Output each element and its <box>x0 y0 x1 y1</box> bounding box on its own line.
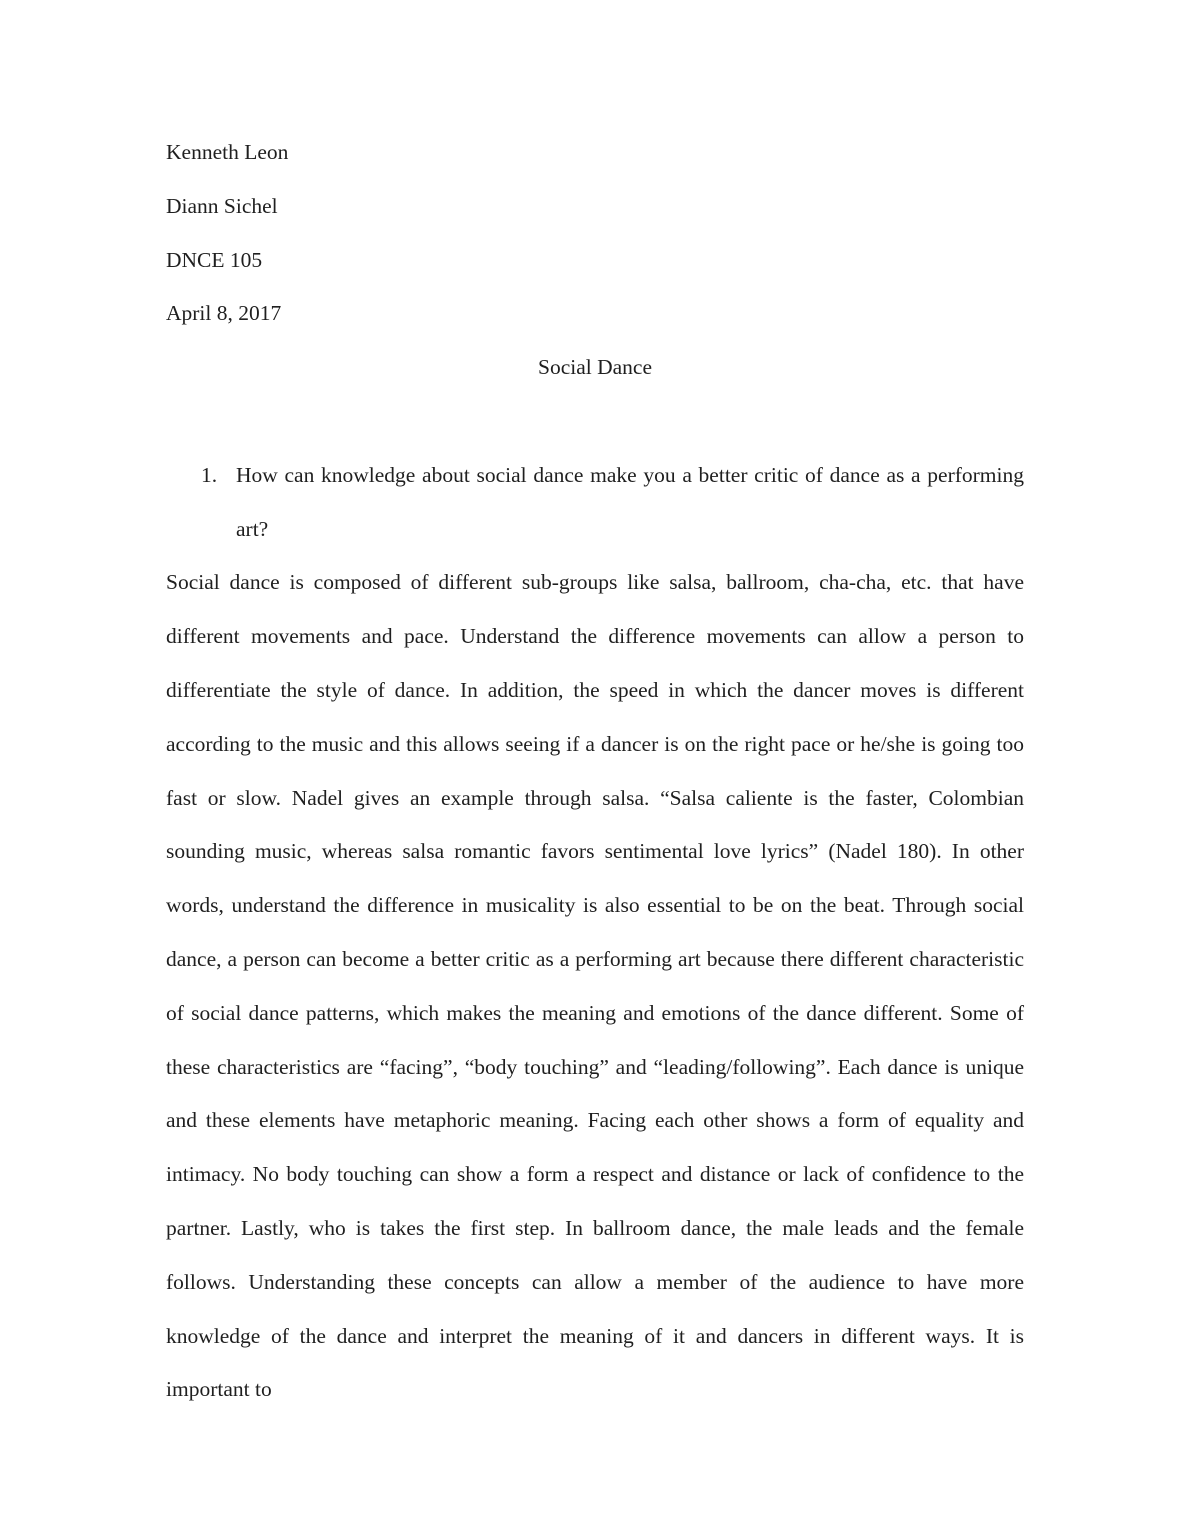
question-text: How can knowledge about social dance make you a better critic of dance as a performing art? <box>236 462 1024 541</box>
question-number: 1. <box>201 462 218 487</box>
question-item <box>166 449 1024 557</box>
answer-paragraph: Social dance is composed of different sub-groups like salsa, ballroom, cha-cha, etc. that have different movements and pace. Understand the difference movements can allow a person to differentiate the style of dance. In addition, the speed in which the dancer moves is different according to the music and this allows seeing if a dancer is on the right pace or he/she is going too fast or slow. Nadel gives an example through salsa. “Salsa caliente is the faster, Colombian sounding music, whereas salsa romantic favors sentimental love lyrics” (Nadel 180). In other words, understand the difference in musicality is also essential to be on the beat. Through social dance, a person can become a better critic as a performing art because there different characteristic of social dance patterns, which makes the meaning and emotions of the dance different. Some of these characteristics are “facing”, “body touching” and “leading/following”. Each dance is unique and these elements have metaphoric meaning. Facing each other shows a form of equality and intimacy. No body touching can show a form a respect and distance or lack of confidence to the partner. Lastly, who is takes the first step. In ballroom dance, the male leads and the female follows. Understanding these concepts can allow a member of the audience to have more knowledge of the dance and interpret the meaning of it and dancers in different ways. It is important to <box>166 570 1024 1402</box>
course-code: DNCE 105 <box>166 247 263 272</box>
title-spacer <box>166 395 1024 449</box>
author-name: Kenneth Leon <box>166 140 289 164</box>
instructor-name: Diann Sichel <box>166 193 278 218</box>
document-content <box>166 126 1024 1417</box>
document-title: Social Dance <box>537 355 653 380</box>
document-date: April 8, 2017 <box>166 301 282 326</box>
